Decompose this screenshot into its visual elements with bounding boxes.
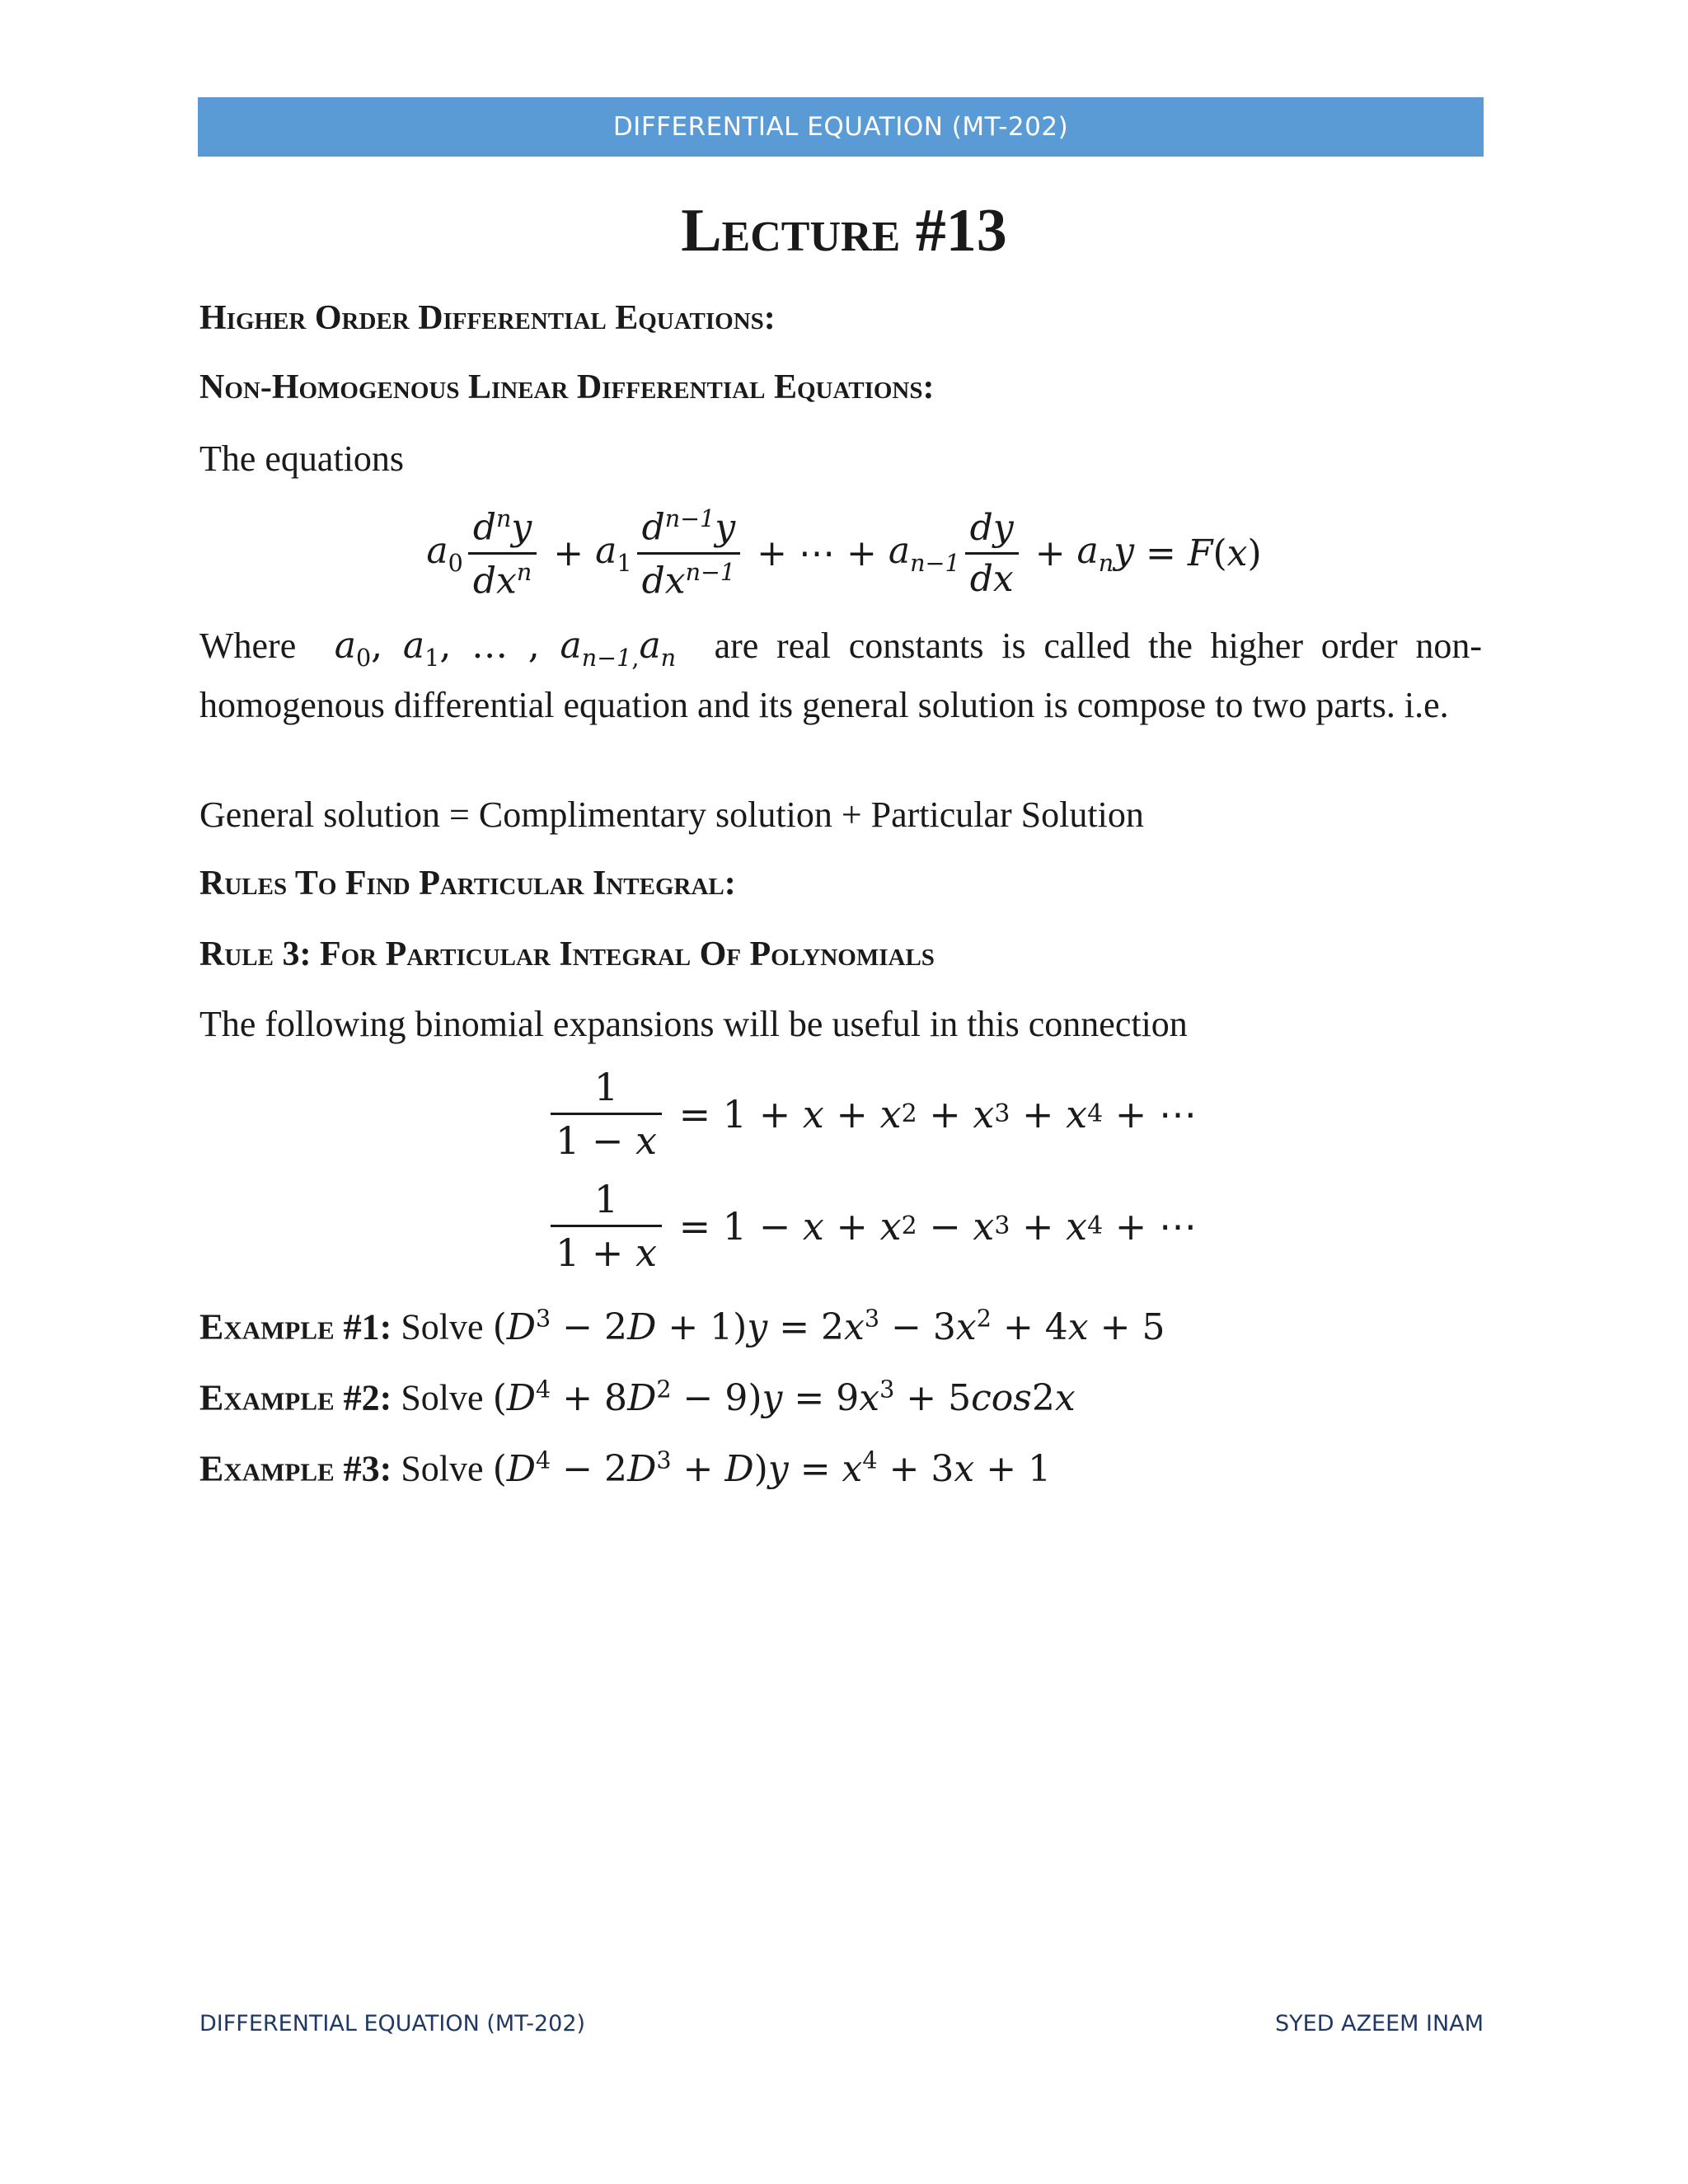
heading-rules: Rules To Find Particular Integral:	[199, 865, 736, 902]
example-1	[199, 1294, 1165, 1352]
example-1-equation: $(D^3 - 2D + 1)y = 2x^3 - 3x^2 + 4x + 5$	[492, 1304, 1165, 1348]
intro-text: The equations	[199, 438, 405, 479]
example-2-equation: $(D^4 + 8D^2 - 9)y = 9x^3 + 5\cos 2x$	[492, 1375, 1076, 1419]
header-banner-text: DIFFERENTIAL EQUATION (MT-202)	[612, 112, 1069, 142]
expansion-1-plus-x: $\frac{1}{1 + x}$ = 1 − x + x 2 − x 3 + x 4 + ⋯	[546, 1177, 1197, 1275]
constants-list: $a_0$, $a_1$, … , $a_{n-1,}a_n$	[314, 625, 677, 672]
example-3	[199, 1436, 1051, 1493]
example-3-solve: Solve	[401, 1448, 484, 1489]
binomial-intro-text: The following binomial expansions will be useful in this connection	[199, 1004, 1188, 1044]
general-equation: $a_0$ $\frac{d^ny}{dx^n}$ + $a_1$ $\frac{d^{n-1}y}{dx^{n-1}}$ + ⋯ + $a_{n-1}$ $\frac{dy}{dx}$ + $a_ny$ = F(x)	[426, 504, 1262, 602]
example-2	[199, 1365, 1076, 1422]
header-banner	[198, 97, 1484, 157]
example-1-label: Example #1:	[199, 1306, 392, 1347]
page-title: Lecture #13	[681, 197, 1007, 265]
where-rest: are real constants is called the higher order non-homogenous differential equation and its general solution is compose to two parts. i.e.	[199, 626, 1482, 725]
heading-higher-order: Higher Order Differential Equations:	[199, 299, 776, 337]
example-3-label: Example #3:	[199, 1448, 392, 1489]
example-3-equation: $(D^4 - 2D^3 + D)y = x^4 + 3x + 1$	[492, 1446, 1052, 1490]
example-2-solve: Solve	[401, 1377, 484, 1418]
footer-course: DIFFERENTIAL EQUATION (MT-202)	[199, 2011, 586, 2036]
example-1-solve: Solve	[401, 1306, 484, 1347]
footer-author: SYED AZEEM INAM	[1275, 2011, 1484, 2036]
expansion-1-minus-x: $\frac{1}{1 - x}$ = 1 + x + x 2 + x 3 + x 4 + ⋯	[546, 1065, 1197, 1163]
where-paragraph	[199, 622, 1482, 729]
general-solution-text: General solution = Complimentary solution + Particular Solution	[199, 794, 1144, 835]
where-word: Where	[199, 626, 297, 666]
example-2-label: Example #2:	[199, 1377, 392, 1418]
heading-non-homogenous: Non-Homogenous Linear Differential Equations:	[199, 368, 935, 406]
heading-rule-3: Rule 3: For Particular Integral Of Polynomials	[199, 935, 935, 973]
